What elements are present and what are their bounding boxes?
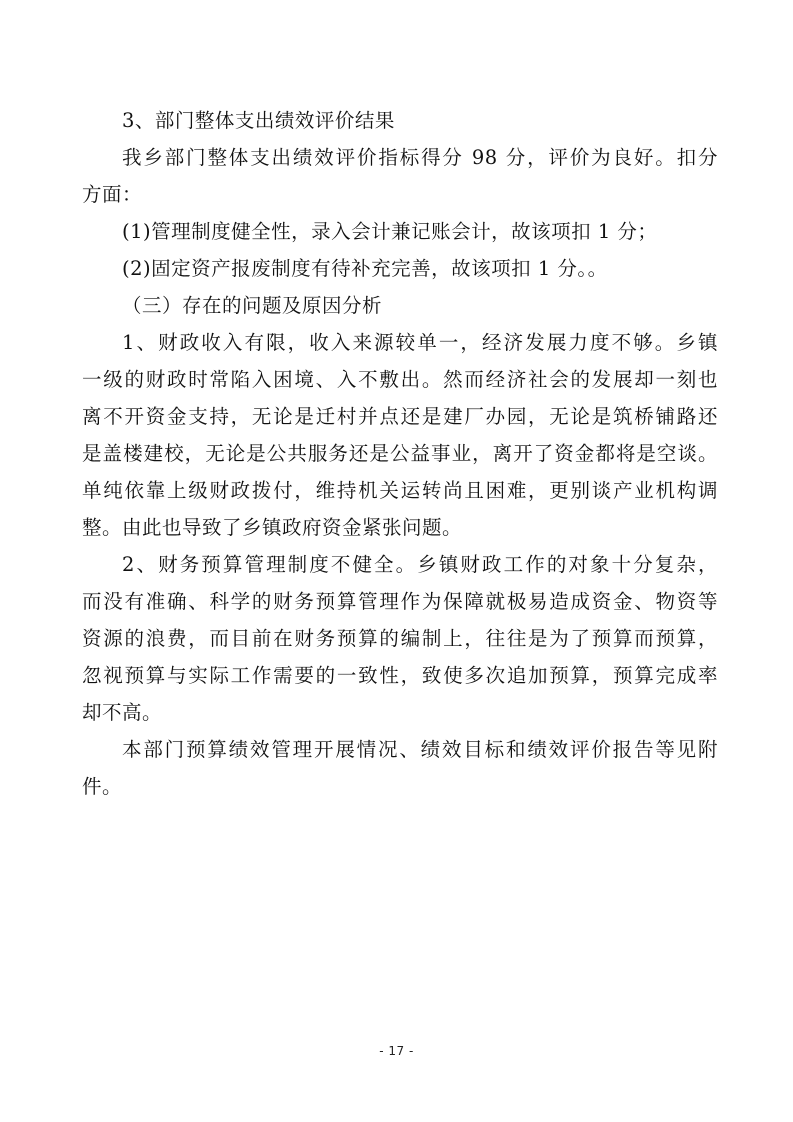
paragraph-line: 单纯依靠上级财政拨付，维持机关运转尚且困难，更别谈产业机构调	[82, 479, 718, 502]
paragraph-line: 而没有准确、科学的财务预算管理作为保障就极易造成资金、物资等	[82, 590, 718, 613]
paragraph-line: 忽视预算与实际工作需要的一致性，致使多次追加预算，预算完成率	[82, 664, 718, 687]
list-item-deduction-2: (2)固定资产报废制度有待补充完善，故该项扣 1 分。。	[122, 257, 608, 280]
paragraph-line: 方面：	[82, 183, 143, 206]
paragraph-line: 2、财务预算管理制度不健全。乡镇财政工作的对象十分复杂，	[122, 553, 718, 576]
paragraph-line: 资源的浪费，而目前在财务预算的编制上，往往是为了预算而预算，	[82, 627, 718, 650]
paragraph-line: 整。由此也导致了乡镇政府资金紧张问题。	[82, 516, 463, 539]
paragraph-line: 件。	[82, 775, 123, 798]
paragraph-line: 一级的财政时常陷入困境、入不敷出。然而经济社会的发展却一刻也	[82, 368, 718, 391]
document-body	[82, 102, 718, 805]
section-heading-problems: （三）存在的问题及原因分析	[122, 294, 383, 317]
list-item-deduction-1: (1)管理制度健全性，录入会计兼记账会计，故该项扣 1 分；	[122, 220, 658, 243]
paragraph-line: 离不开资金支持，无论是迁村并点还是建厂办园，无论是筑桥铺路还	[82, 405, 718, 428]
paragraph-line: 是盖楼建校，无论是公共服务还是公益事业，离开了资金都将是空谈。	[82, 442, 718, 465]
page-number: - 17 -	[379, 1044, 414, 1058]
paragraph-line: 本部门预算绩效管理开展情况、绩效目标和绩效评价报告等见附	[122, 738, 718, 761]
section-heading-evaluation-result: 3、部门整体支出绩效评价结果	[122, 109, 395, 132]
paragraph-line: 1、财政收入有限，收入来源较单一，经济发展力度不够。乡镇	[122, 331, 718, 354]
paragraph-line: 我乡部门整体支出绩效评价指标得分 98 分，评价为良好。扣分	[122, 146, 718, 169]
paragraph-line: 却不高。	[82, 701, 163, 724]
